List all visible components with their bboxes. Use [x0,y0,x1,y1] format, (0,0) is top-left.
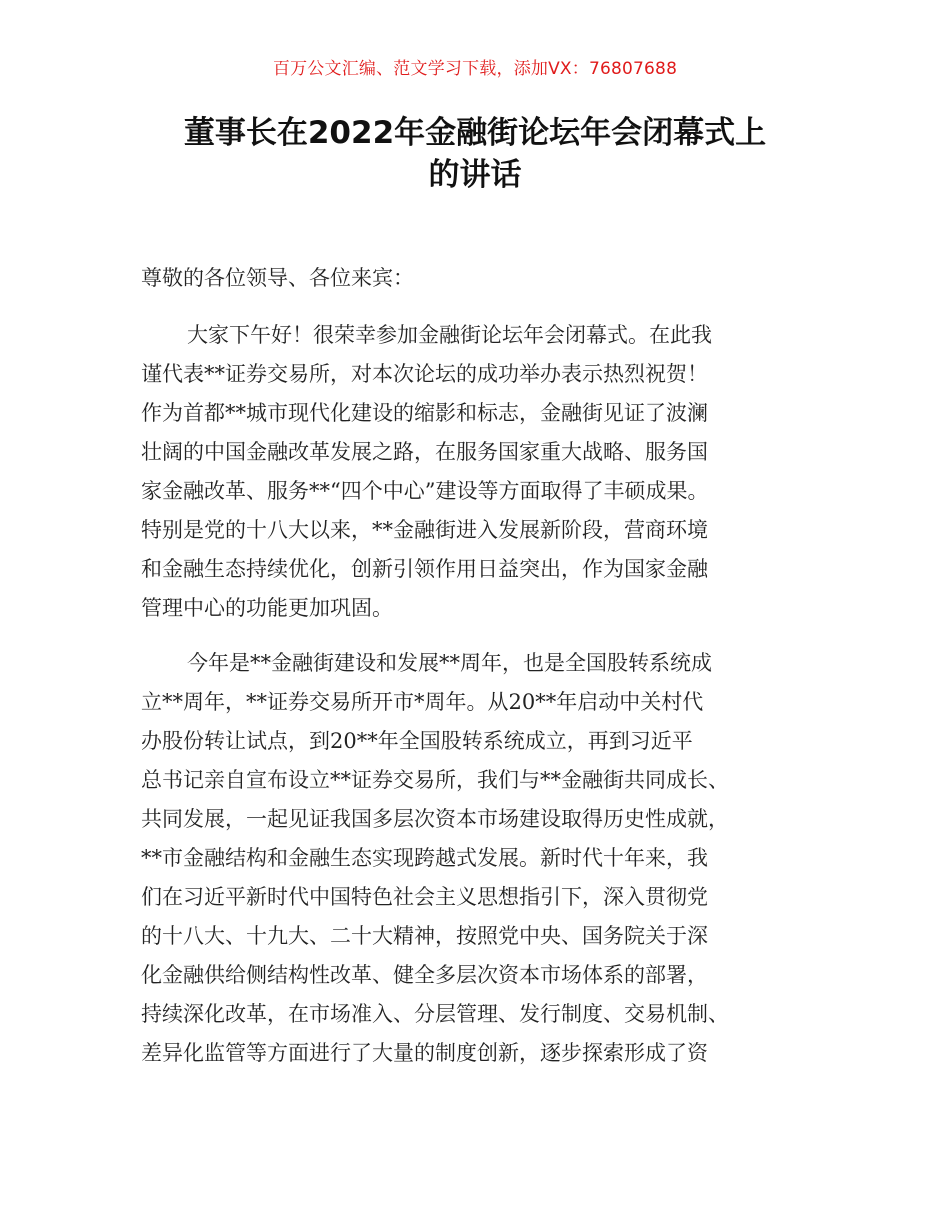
paragraph-line: 壮阔的中国金融改革发展之路，在服务国家重大战略、服务国 [141,440,708,464]
paragraph-line: 们在习近平新时代中国特色社会主义思想指引下，深入贯彻党 [141,885,708,909]
title-line-1: 董事长在2022年金融街论坛年会闭幕式上 [183,115,767,151]
paragraph-line: 立**周年，**证券交易所开市*周年。从20**年启动中关村代 [141,690,704,714]
document-title [120,112,830,196]
paragraph-line: 家金融改革、服务**“四个中心”建设等方面取得了丰硕成果。 [141,479,709,503]
paragraph-line: 大家下午好！很荣幸参加金融街论坛年会闭幕式。在此我 [187,323,712,347]
document-body [141,259,831,1073]
paragraph-1 [141,316,831,628]
paragraph-2 [141,644,831,1073]
paragraph-line: 特别是党的十八大以来，**金融街进入发展新阶段，营商环境 [141,518,708,542]
paragraph-line: 持续深化改革，在市场准入、分层管理、发行制度、交易机制、 [141,1002,729,1026]
paragraph-line: 谨代表**证券交易所，对本次论坛的成功举办表示热烈祝贺！ [141,362,708,386]
paragraph-line: 共同发展，一起见证我国多层次资本市场建设取得历史性成就， [141,807,729,831]
salutation: 尊敬的各位领导、各位来宾： [141,266,414,290]
paragraph-line: 今年是**金融街建设和发展**周年，也是全国股转系统成 [187,651,712,675]
header-watermark: 百万公文汇编、范文学习下载，添加VX：76807688 [272,59,678,79]
title-line-2: 的讲话 [428,157,522,193]
paragraph-line: **市金融结构和金融生态实现跨越式发展。新时代十年来，我 [141,846,708,870]
paragraph-line: 管理中心的功能更加巩固。 [141,596,393,620]
paragraph-line: 总书记亲自宣布设立**证券交易所，我们与**金融街共同成长、 [141,768,729,792]
paragraph-line: 的十八大、十九大、二十大精神，按照党中央、国务院关于深 [141,924,708,948]
paragraph-line: 化金融供给侧结构性改革、健全多层次资本市场体系的部署， [141,963,708,987]
paragraph-line: 和金融生态持续优化，创新引领作用日益突出，作为国家金融 [141,557,708,581]
paragraph-line: 办股份转让试点，到20**年全国股转系统成立，再到习近平 [141,729,693,753]
paragraph-line: 作为首都**城市现代化建设的缩影和标志，金融街见证了波澜 [141,401,708,425]
paragraph-line: 差异化监管等方面进行了大量的制度创新，逐步探索形成了资 [141,1041,708,1065]
